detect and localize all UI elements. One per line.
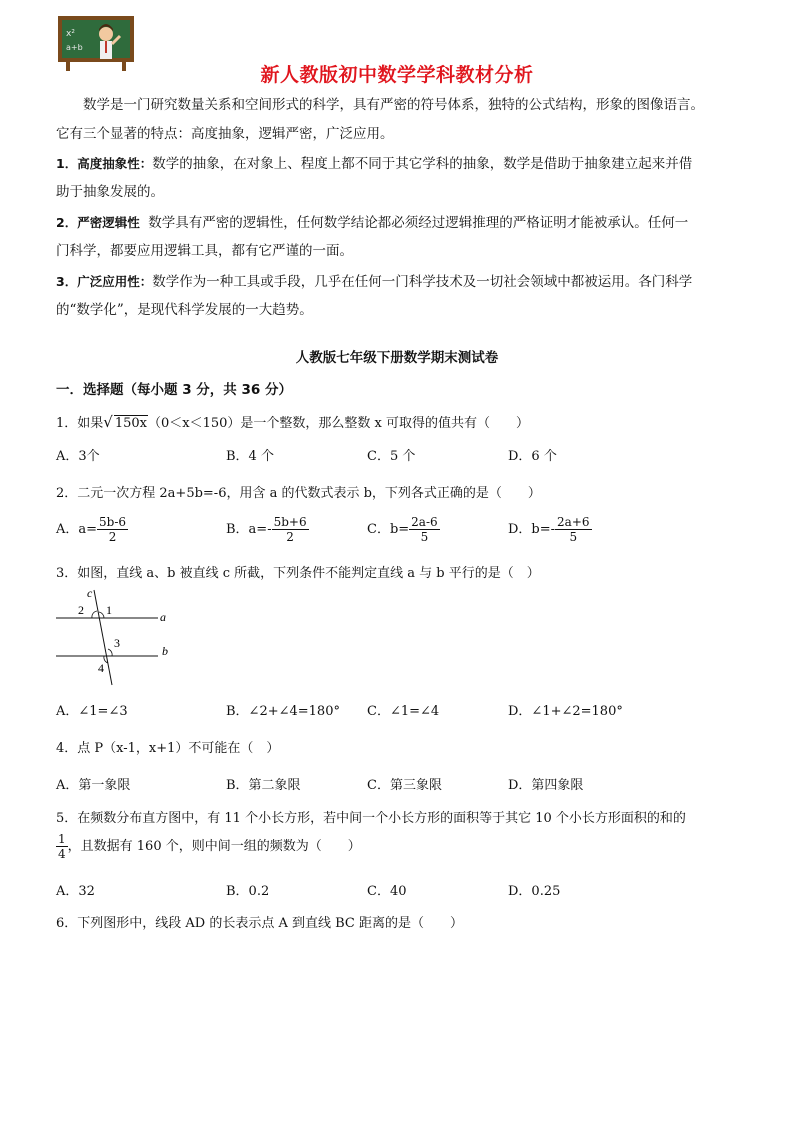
svg-text:a+b: a+b [66,43,83,52]
q1-option-d[interactable]: D．6 个 [508,449,557,464]
q4-option-b[interactable]: B．第二象限 [226,778,301,793]
angle-4-label: 4 [98,661,104,675]
feature-3-label: 3．广泛应用性： [56,274,153,289]
q2-b-fraction [272,515,309,544]
feature-1-label: 1．高度抽象性： [56,156,153,171]
q1-pre: 1．如果 [56,416,104,431]
q2-d-prefix: D．b=- [508,522,556,537]
q2-d-numerator: 2a+6 [557,515,590,529]
q5-fraction [56,832,68,861]
angle-1-label: 1 [106,603,112,617]
feature-2-text: 数学具有严密的逻辑性，任何数学结论都必须经过逻辑推理的严格证明才能被承认。任何一 [148,215,689,231]
q5-stem-2: ，且数据有 160 个，则中间一组的频数为（ ） [67,839,361,854]
q1-radicand: 150x [114,416,147,431]
q5-denominator: 4 [58,847,66,861]
q2-a-denominator: 2 [108,530,117,544]
q3-figure [54,585,176,687]
q2-b-denominator: 2 [286,530,294,544]
q2-option-b[interactable] [226,515,309,544]
feature-3-text: 数学作为一种工具或手段，几乎在任何一门科学技术及一切社会领域中都被运用。各门科学 [152,274,693,290]
question-1: 1．如果√ 150x（0＜x＜150）是一个整数，那么整数 x 可取得的值共有（ ） [56,413,530,431]
q1-option-b[interactable]: B．4 个 [226,449,274,464]
feature-2-label: 2．严密逻辑性 [56,215,140,230]
feature-2-cont: 门科学，都要应用逻辑工具，都有它严谨的一面。 [56,243,353,259]
q2-c-prefix: C．b= [367,522,410,537]
question-5-line-2 [56,832,746,861]
q4-option-a[interactable]: A．第一象限 [56,778,131,793]
q3-option-c[interactable]: C．∠1=∠4 [367,704,440,719]
q4-option-c[interactable]: C．第三象限 [367,778,442,793]
q2-d-denominator: 5 [569,530,578,544]
page-title: 新人教版初中数学学科教材分析 [260,64,534,86]
q2-b-prefix: B．a=- [226,522,272,537]
q2-a-fraction [97,515,128,544]
feature-1-cont: 助于抽象发展的。 [56,184,164,200]
q2-d-fraction [555,515,591,544]
feature-3 [56,267,746,297]
q2-c-fraction [409,515,439,544]
q3-option-a[interactable]: A．∠1=∠3 [56,704,128,719]
question-2: 2．二元一次方程 2a+5b=-6，用含 a 的代数式表示 b，下列各式正确的是（ ） [56,486,541,501]
label-c: c [87,586,93,600]
q4-option-d[interactable]: D．第四象限 [508,778,584,793]
q2-c-numerator: 2a-6 [411,515,438,529]
question-6: 6．下列图形中，线段 AD 的长表示点 A 到直线 BC 距离的是（ ） [56,916,464,931]
q1-option-c[interactable]: C．5 个 [367,449,416,464]
q1-option-a[interactable]: A．3个 [56,449,100,464]
q5-option-a[interactable]: A．32 [56,884,95,899]
q5-option-b[interactable]: B．0.2 [226,884,270,899]
q2-b-numerator: 5b+6 [273,515,307,529]
q2-option-d[interactable] [508,515,592,544]
question-5-line-1: 5．在频数分布直方图中，有 11 个小长方形，若中间一个小长方形的面积等于其它 10 个小长方形面积的和的 [56,811,686,826]
exam-title: 人教版七年级下册数学期末测试卷 [295,350,499,366]
svg-text:x²: x² [66,29,75,39]
q2-c-denominator: 5 [420,530,429,544]
angle-2-label: 2 [78,603,84,617]
feature-1-text: 数学的抽象，在对象上、程度上都不同于其它学科的抽象，数学是借助于抽象建立起来并借 [152,156,693,172]
q1-post: （0＜x＜150）是一个整数，那么整数 x 可取得的值共有（ ） [148,416,530,431]
section-title: 一．选择题（每小题 3 分，共 36 分） [56,382,292,398]
feature-2 [56,208,746,238]
intro-line-2: 它有三个显著的特点：高度抽象，逻辑严密，广泛应用。 [56,126,394,142]
label-b: b [162,644,168,658]
q2-a-prefix: A．a= [56,522,98,537]
question-4: 4．点 P（x-1，x+1）不可能在（ ） [56,741,280,756]
intro-line-1: 数学是一门研究数量关系和空间形式的科学，具有严密的符号体系，独特的公式结构，形象的图像语言。 [83,97,704,113]
label-a: a [160,610,166,624]
q3-option-d[interactable]: D．∠1+∠2=180° [508,704,623,719]
q2-option-c[interactable] [367,515,440,544]
q2-option-a[interactable] [56,515,128,544]
q5-option-c[interactable]: C．40 [367,884,407,899]
q3-option-b[interactable]: B．∠2+∠4=180° [226,704,340,719]
feature-3-cont: 的“数学化”，是现代科学发展的一大趋势。 [56,302,313,318]
q2-a-numerator: 5b-6 [99,515,127,529]
question-3: 3．如图，直线 a、b 被直线 c 所截，下列条件不能判定直线 a 与 b 平行的是（ ） [56,566,540,581]
q5-option-d[interactable]: D．0.25 [508,884,561,899]
feature-1 [56,149,746,179]
q5-numerator: 1 [58,832,66,846]
angle-3-label: 3 [114,636,120,650]
